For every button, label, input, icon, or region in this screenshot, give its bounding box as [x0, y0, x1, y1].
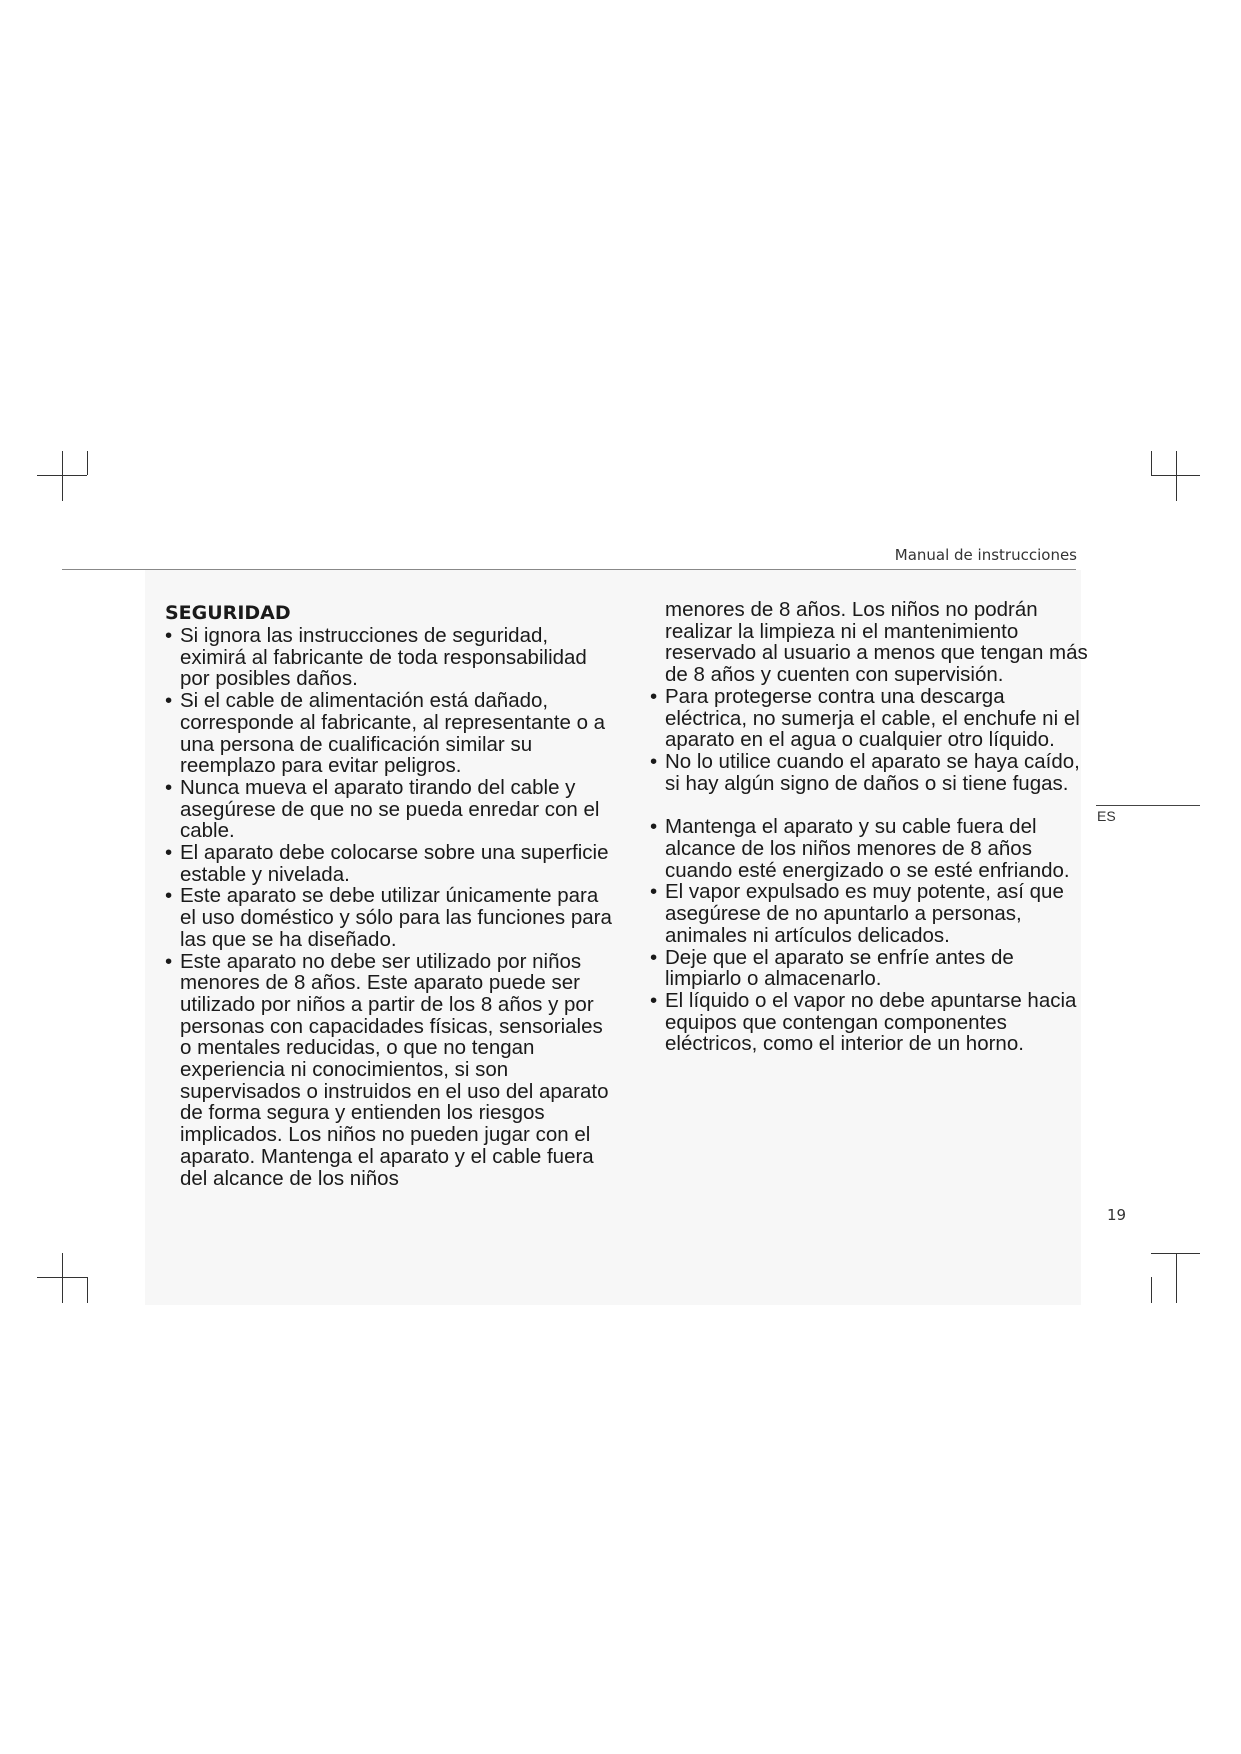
list-item: • Nunca mueva el aparato tirando del cable y asegúrese de que no se pueda enredar con el cable.	[165, 777, 617, 842]
list-item: • Este aparato se debe utilizar únicamente para el uso doméstico y sólo para las funciones para las que se ha diseñado.	[165, 885, 617, 950]
language-tag: ES	[1097, 808, 1116, 824]
list-item: • Si el cable de alimentación está dañado, corresponde al fabricante, al representante o a una persona de cualificación similar su reemplazo para evitar peligros.	[165, 690, 617, 777]
page-number: 19	[1107, 1206, 1127, 1224]
list-item: • El líquido o el vapor no debe apuntarse hacia equipos que contengan componentes eléctricos, como el interior de un horno.	[650, 990, 1088, 1055]
list-item: • Mantenga el aparato y su cable fuera del alcance de los niños menores de 8 años cuando esté energizado o se esté enfriando.	[650, 816, 1088, 881]
list-item: • No lo utilice cuando el aparato se haya caído, si hay algún signo de daños o si tiene fugas.	[650, 751, 1088, 794]
right-column	[650, 599, 1088, 1055]
language-tab-rule	[1096, 805, 1200, 806]
list-item: • El vapor expulsado es muy potente, así que asegúrese de no apuntarlo a personas, animales ni artículos delicados.	[650, 881, 1088, 946]
list-item: • Deje que el aparato se enfríe antes de limpiarlo o almacenarlo.	[650, 947, 1088, 990]
manual-title: Manual de instrucciones	[894, 546, 1077, 564]
list-item: • El aparato debe colocarse sobre una superficie estable y nivelada.	[165, 842, 617, 885]
left-column	[165, 599, 617, 1189]
section-title: SEGURIDAD	[165, 602, 291, 624]
list-item: • Para protegerse contra una descarga eléctrica, no sumerja el cable, el enchufe ni el aparato en el agua o cualquier otro líquido.	[650, 686, 1088, 751]
list-item: • Si ignora las instrucciones de seguridad, eximirá al fabricante de toda responsabilidad por posibles daños.	[165, 625, 617, 690]
spacer	[650, 794, 1088, 816]
list-item: • Este aparato no debe ser utilizado por niños menores de 8 años. Este aparato puede ser utilizado por niños a partir de los 8 años y por personas con capacidades físicas, sensoriales o mentales reducidas, o que no tengan experiencia ni conocimientos, si son supervisados o instruidos en el uso del aparato de forma segura y entienden los riesgos implicados. Los niños no pueden jugar con el aparato. Mantenga el aparato y el cable fuera del alcance de los niños	[165, 951, 617, 1190]
continued-text: menores de 8 años. Los niños no podrán realizar la limpieza ni el mantenimiento reservado al usuario a menos que tengan más de 8 años y cuenten con supervisión.	[665, 598, 1088, 687]
